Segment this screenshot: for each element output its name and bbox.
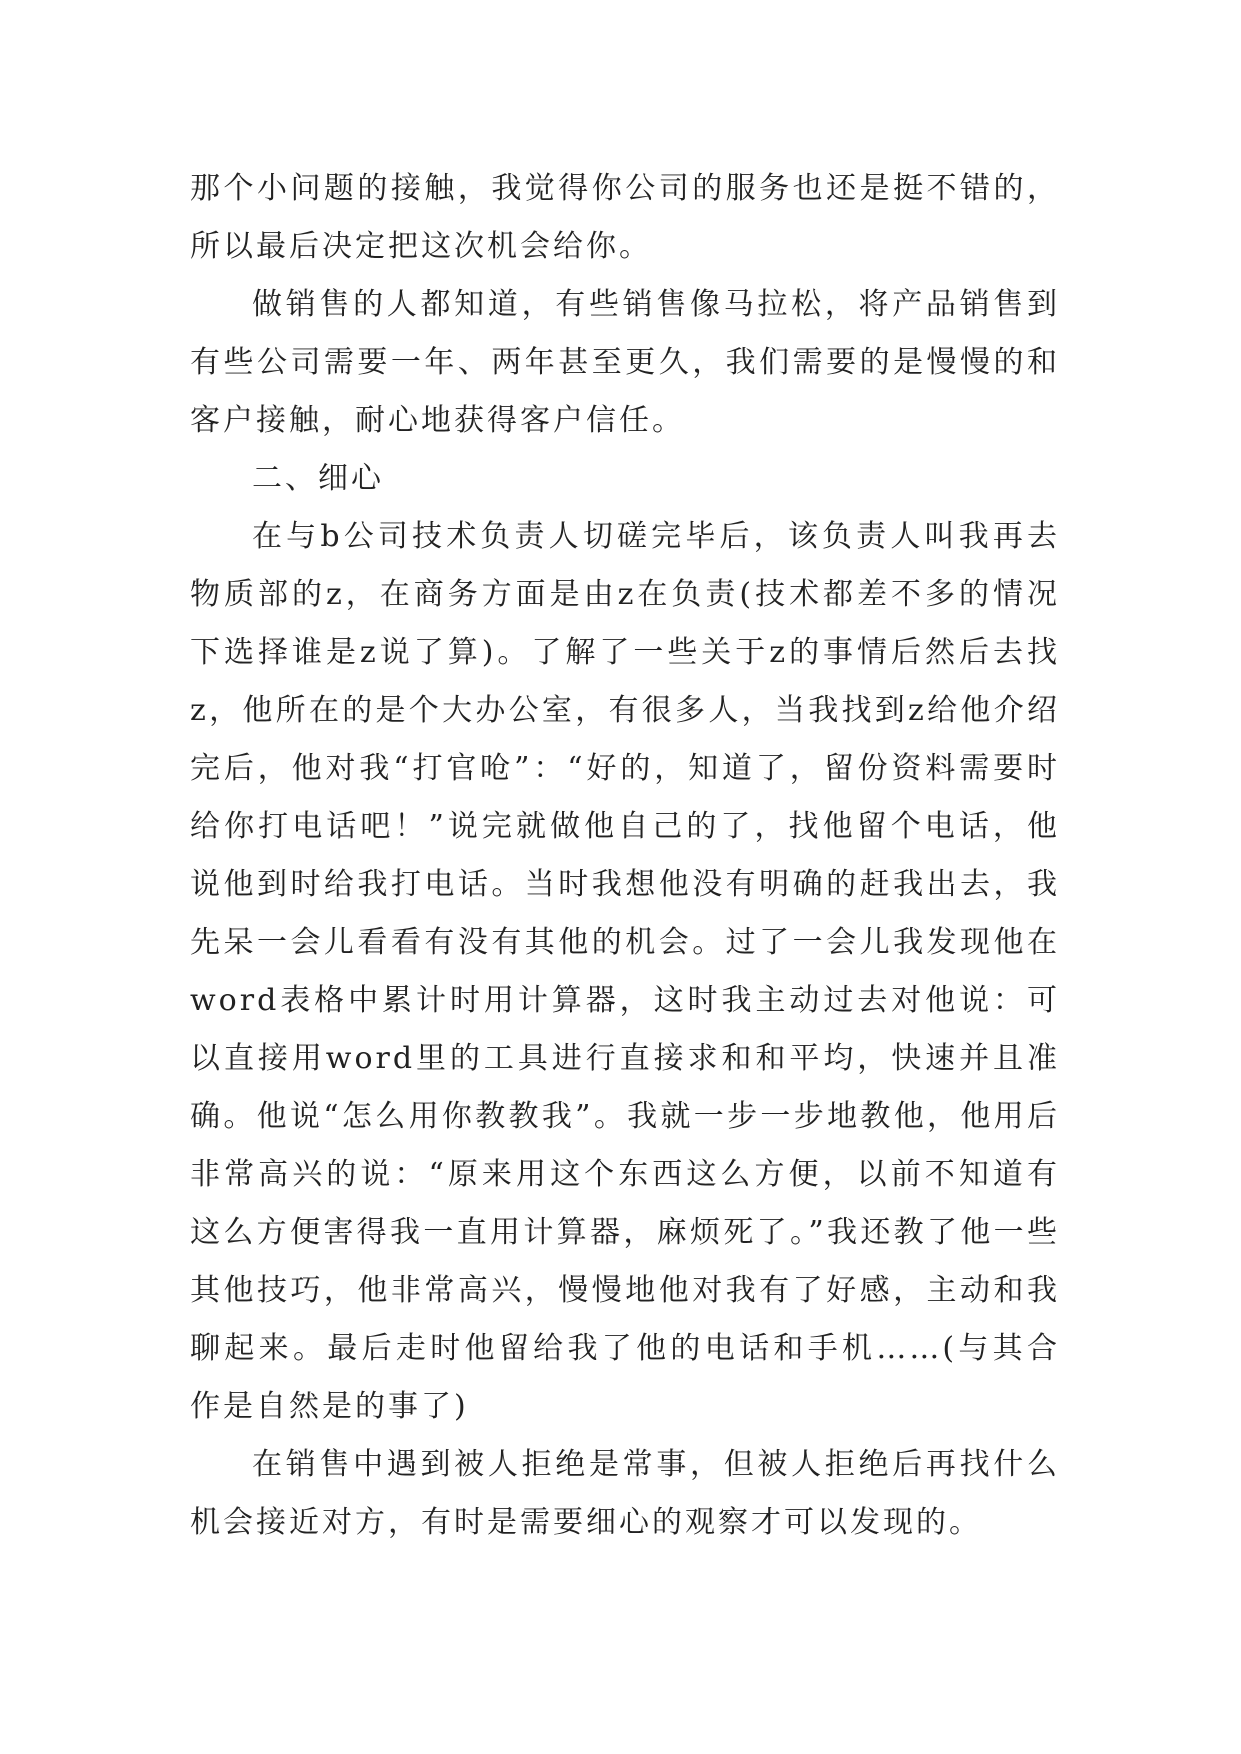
section-heading: 二、细心: [252, 461, 384, 496]
paragraph-continuation: 那个小问题的接触，我觉得你公司的服务也还是挺不错的，所以最后决定把这次机会给你。: [190, 171, 1060, 264]
paragraph-conclusion: 在销售中遇到被人拒绝是常事，但被人拒绝后再找什么机会接近对方，有时是需要细心的观察才可以发现的。: [190, 1447, 1060, 1540]
document-body: [190, 160, 1060, 1552]
paragraph-marathon: 做销售的人都知道，有些销售像马拉松，将产品销售到有些公司需要一年、两年甚至更久，我们需要的是慢慢的和客户接触，耐心地获得客户信任。: [190, 287, 1060, 438]
paragraph-story: 在与b公司技术负责人切磋完毕后，该负责人叫我再去物质部的z，在商务方面是由z在负责(技术都差不多的情况下选择谁是z说了算)。了解了一些关于z的事情后然后去找z，他所在的是个大办公室，有很多人，当我找到z给他介绍完后，他对我“打官呛”：“好的，知道了，留份资料需要时给你打电话吧！”说完就做他自己的了，找他留个电话，他说他到时给我打电话。当时我想他没有明确的赶我出去，我先呆一会儿看看有没有其他的机会。过了一会儿我发现他在word表格中累计时用计算器，这时我主动过去对他说：可以直接用word里的工具进行直接求和和平均，快速并且准确。他说“怎么用你教教我”。我就一步一步地教他，他用后非常高兴的说：“原来用这个东西这么方便，以前不知道有这么方便害得我一直用计算器，麻烦死了。”我还教了他一些其他技巧，他非常高兴，慢慢地他对我有了好感，主动和我聊起来。最后走时他留给我了他的电话和手机……(与其合作是自然是的事了): [190, 519, 1060, 1424]
